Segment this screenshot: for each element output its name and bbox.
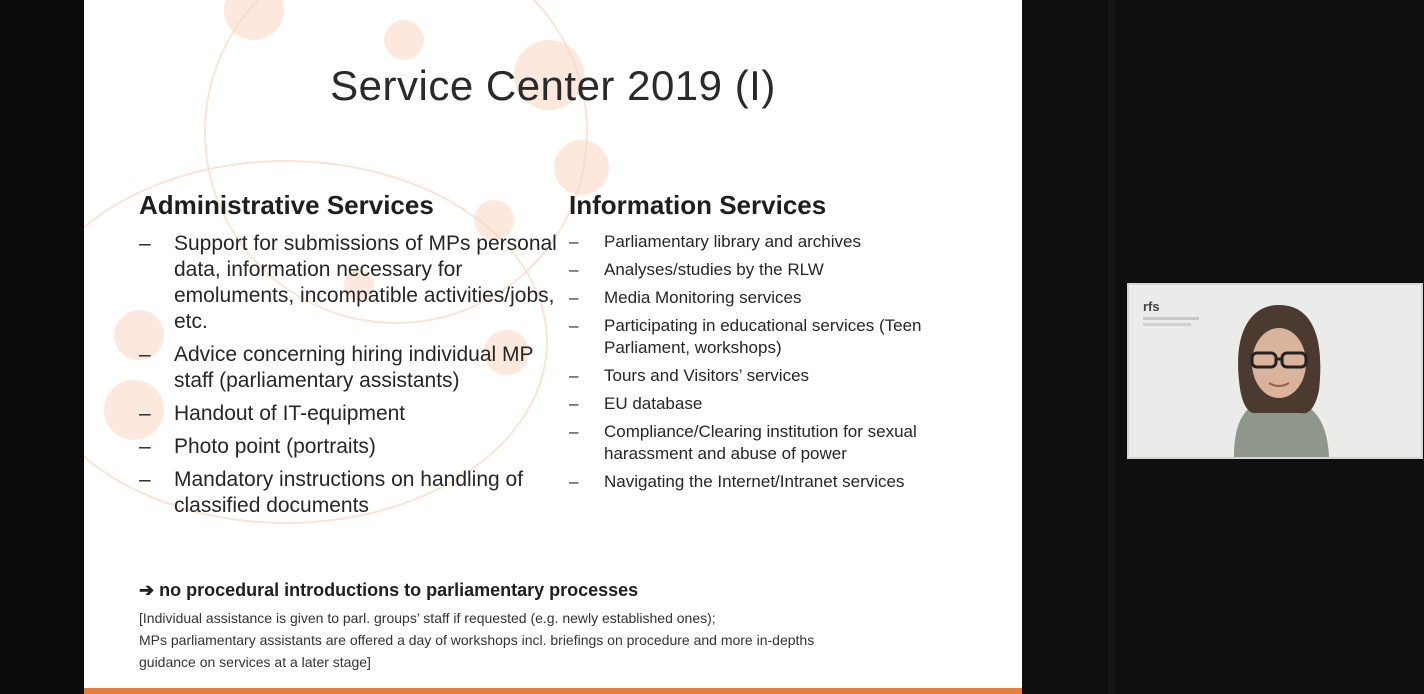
list-item-text: Parliamentary library and archives (604, 232, 861, 251)
list-item (569, 365, 1009, 387)
list-item-text: Tours and Visitors’ services (604, 366, 810, 385)
list-item (569, 287, 1009, 309)
list-item-text: Photo point (portraits) (174, 435, 376, 458)
note-main-text: ➔ no procedural introductions to parliamentary processes (139, 580, 639, 600)
list-item-text: Mandatory instructions on handling of classified documents (174, 468, 524, 517)
logo-mark: rfs (1143, 299, 1160, 314)
administrative-services-list (139, 231, 559, 519)
dash-marker: – (139, 232, 151, 255)
note-line: MPs parliamentary assistants are offered a day of workshops incl. briefings on procedure and more in-depths (139, 632, 815, 648)
dash-marker: – (569, 316, 579, 335)
list-item-text: Advice concerning hiring individual MP staff (parliamentary assistants) (174, 343, 534, 392)
dash-marker: – (569, 394, 579, 413)
left-black-bar (0, 0, 84, 694)
list-item-text: Analyses/studies by the RLW (604, 260, 824, 279)
list-item-text: Support for submissions of MPs personal data, information necessary for emoluments, incompatible activities/jobs, etc. (174, 232, 557, 333)
note-line: guidance on services at a later stage] (139, 654, 371, 670)
dash-marker: – (139, 435, 151, 458)
slide-title: Service Center 2019 (I) (330, 62, 776, 109)
list-item (569, 471, 1009, 493)
list-item-text: Navigating the Internet/Intranet services (604, 472, 905, 491)
dash-marker: – (569, 288, 579, 307)
dash-marker: – (569, 366, 579, 385)
list-item (569, 231, 1009, 253)
list-item (569, 315, 1009, 359)
dash-marker: – (569, 472, 579, 491)
slide-bottom-accent (84, 688, 1022, 694)
list-item-text: Handout of IT-equipment (174, 402, 406, 425)
participant-video-tile[interactable] (1127, 283, 1423, 459)
list-item (569, 421, 1009, 465)
note-line: [Individual assistance is given to parl. groups’ staff if requested (e.g. newly established ones); (139, 610, 716, 626)
dash-marker: – (569, 232, 579, 251)
list-item-text: Compliance/Clearing institution for sexual harassment and abuse of power (604, 422, 917, 463)
shared-slide (84, 0, 1022, 694)
list-item (139, 342, 559, 394)
list-item (569, 259, 1009, 281)
information-services-column (569, 190, 1009, 499)
dash-marker: – (139, 343, 151, 366)
list-item (139, 401, 559, 427)
information-services-list (569, 231, 1009, 493)
dash-marker: – (569, 260, 579, 279)
dash-marker: – (139, 468, 151, 491)
gallery-divider (1108, 0, 1114, 694)
list-item (139, 434, 559, 460)
list-item-text: EU database (604, 394, 703, 413)
list-item-text: Participating in educational services (Teen Parliament, workshops) (604, 316, 922, 357)
column-heading: Administrative Services (139, 190, 434, 220)
list-item-text: Media Monitoring services (604, 288, 802, 307)
list-item (139, 467, 559, 519)
dash-marker: – (139, 402, 151, 425)
person-silhouette-icon (1179, 295, 1379, 457)
note-footnote (139, 607, 999, 673)
administrative-services-column (139, 190, 559, 526)
column-heading: Information Services (569, 190, 827, 220)
list-item (569, 393, 1009, 415)
list-item (139, 231, 559, 335)
dash-marker: – (569, 422, 579, 441)
